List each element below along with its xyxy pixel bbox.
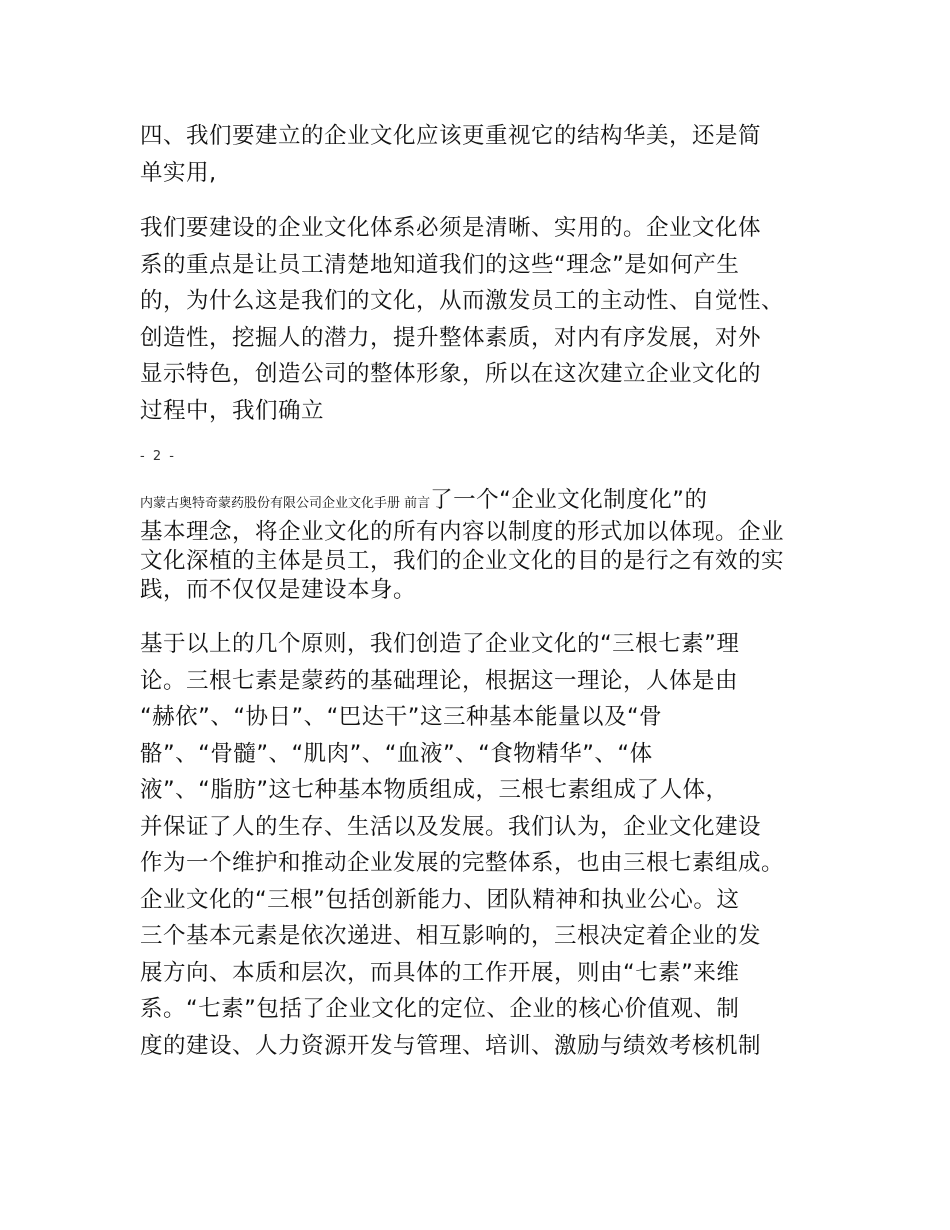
text-line: 骼”、“骨髓”、“肌肉”、“血液”、“食物精华”、“体	[140, 740, 653, 767]
text-line: 的，为什么这是我们的文化，从而激发员工的主动性、自觉性、	[140, 288, 785, 314]
paragraph-three-roots	[140, 626, 784, 1064]
text-line: 论。三根七素是蒙药的基础理论，根据这一理论，人体是由	[140, 667, 739, 694]
text-line: 单实用,	[140, 159, 217, 186]
text-line: 基本理念，将企业文化的所有内容以制度的形式加以体现。企业	[140, 519, 785, 545]
text-line: 三个基本元素是依次递进、相互影响的，三根决定着企业的发	[140, 923, 762, 949]
text-line: 显示特色，创造公司的整体形象，所以在这次建立企业文化的	[140, 361, 762, 387]
text-line: 并保证了人的生存、生活以及发展。我们认为，企业文化建设	[140, 813, 762, 840]
section-four-heading	[140, 118, 761, 191]
paragraph-clarity	[140, 210, 784, 429]
page-number: - 2 -	[140, 449, 176, 464]
paragraph-institution	[140, 486, 784, 605]
text-line: 我们要建设的企业文化体系必须是清晰、实用的。企业文化体	[140, 215, 762, 241]
text-line: 液”、“脂肪”这七种基本物质组成，三根七素组成了人体，	[140, 777, 729, 803]
text-line	[140, 486, 784, 518]
text-line: 展方向、本质和层次，而具体的工作开展，则由“七素”来维	[140, 959, 740, 986]
text-line: 四、我们要建立的企业文化应该更重视它的结构华美，还是简	[140, 123, 762, 149]
text-line: 作为一个维护和推动企业发展的完整体系，也由三根七素组成。	[140, 850, 785, 876]
text-line: 过程中，我们确立	[140, 397, 325, 424]
text-line: 系。“七素”包括了企业文化的定位、企业的核心价值观、制	[140, 996, 740, 1022]
text-line: 系的重点是让员工清楚地知道我们的这些“理念”是如何产生	[140, 251, 740, 278]
text-line: 践，而不仅仅是建设本身。	[140, 577, 417, 603]
running-header: 内蒙古奥特奇蒙药股份有限公司企业文化手册 前言	[140, 496, 431, 511]
text-line-continuation: 了一个“企业文化制度化”的	[430, 487, 708, 513]
text-line: 度的建设、人力资源开发与管理、培训、激励与绩效考核机制	[140, 1032, 762, 1059]
text-line: “赫依”、“协日”、“巴达干”这三种基本能量以及“骨	[140, 704, 663, 730]
text-line: 创造性，挖掘人的潜力，提升整体素质，对内有序发展，对外	[140, 324, 762, 351]
text-line: 企业文化的“三根”包括创新能力、团队精神和执业公心。这	[140, 886, 740, 913]
text-line: 文化深植的主体是员工，我们的企业文化的目的是行之有效的实	[140, 548, 785, 574]
text-line: 基于以上的几个原则，我们创造了企业文化的“三根七素”理	[140, 631, 740, 657]
